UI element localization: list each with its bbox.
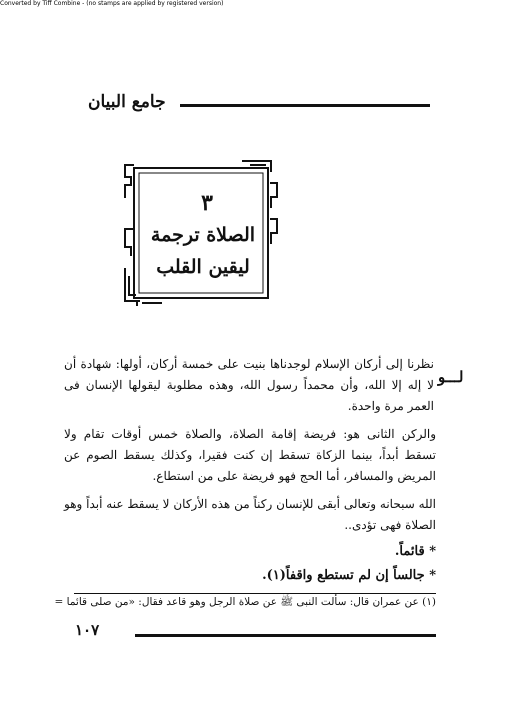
footnote-text: (١) عن عمران قال: سألت النبى ﷺ عن صلاة الرجل وهو قاعد فقال: «من صلى قائما = [54,596,436,608]
chapter-title-line-2: ليقين القلب [156,256,250,278]
paragraph-2: والركن الثانى هو: فريضة إقامة الصلاة، والصلاة خمس أوقات تقام ولا تسقط أبداً، بينما الزكاة تسقط إن كنت فقيرا، وكذلك يسقط الصوم عن المريض والمسافر، أما الحج فهو فريضة على من استطاع. [64,427,437,483]
bullet-item-sitting: * جالساً إن لم تستطع واقفاً(١). [262,568,436,583]
footnote-rule [74,593,436,594]
chapter-title-line-1: الصلاة ترجمة [150,224,256,246]
header-rule [180,104,430,107]
bullet-item-standing: * قائماً. [394,544,436,559]
chapter-number: ٣ [201,190,213,216]
paragraph-3: الله سبحانه وتعالى أبقى للإنسان ركناً من هذه الأركان لا يسقط عنه أبداً وهو الصلاة فهى تؤدى.. [64,497,436,532]
page-number: ١٠٧ [75,621,100,639]
converter-notice: Converted by Tiff Combine - (no stamps are applied by registered version) [0,0,224,7]
footer-rule [135,634,436,637]
paragraph-1: نظرنا إلى أركان الإسلام لوجدناها بنيت على خمسة أركان، أولها: شهادة أن لا إله إلا الله، وأن محمداً رسول الله، وهذه مطلوبة ليقولها الإنسان فى العمر مرة واحدة. [64,357,434,413]
drop-letter: لـــو [438,368,464,386]
running-header-title: جامع البيان [88,92,166,112]
